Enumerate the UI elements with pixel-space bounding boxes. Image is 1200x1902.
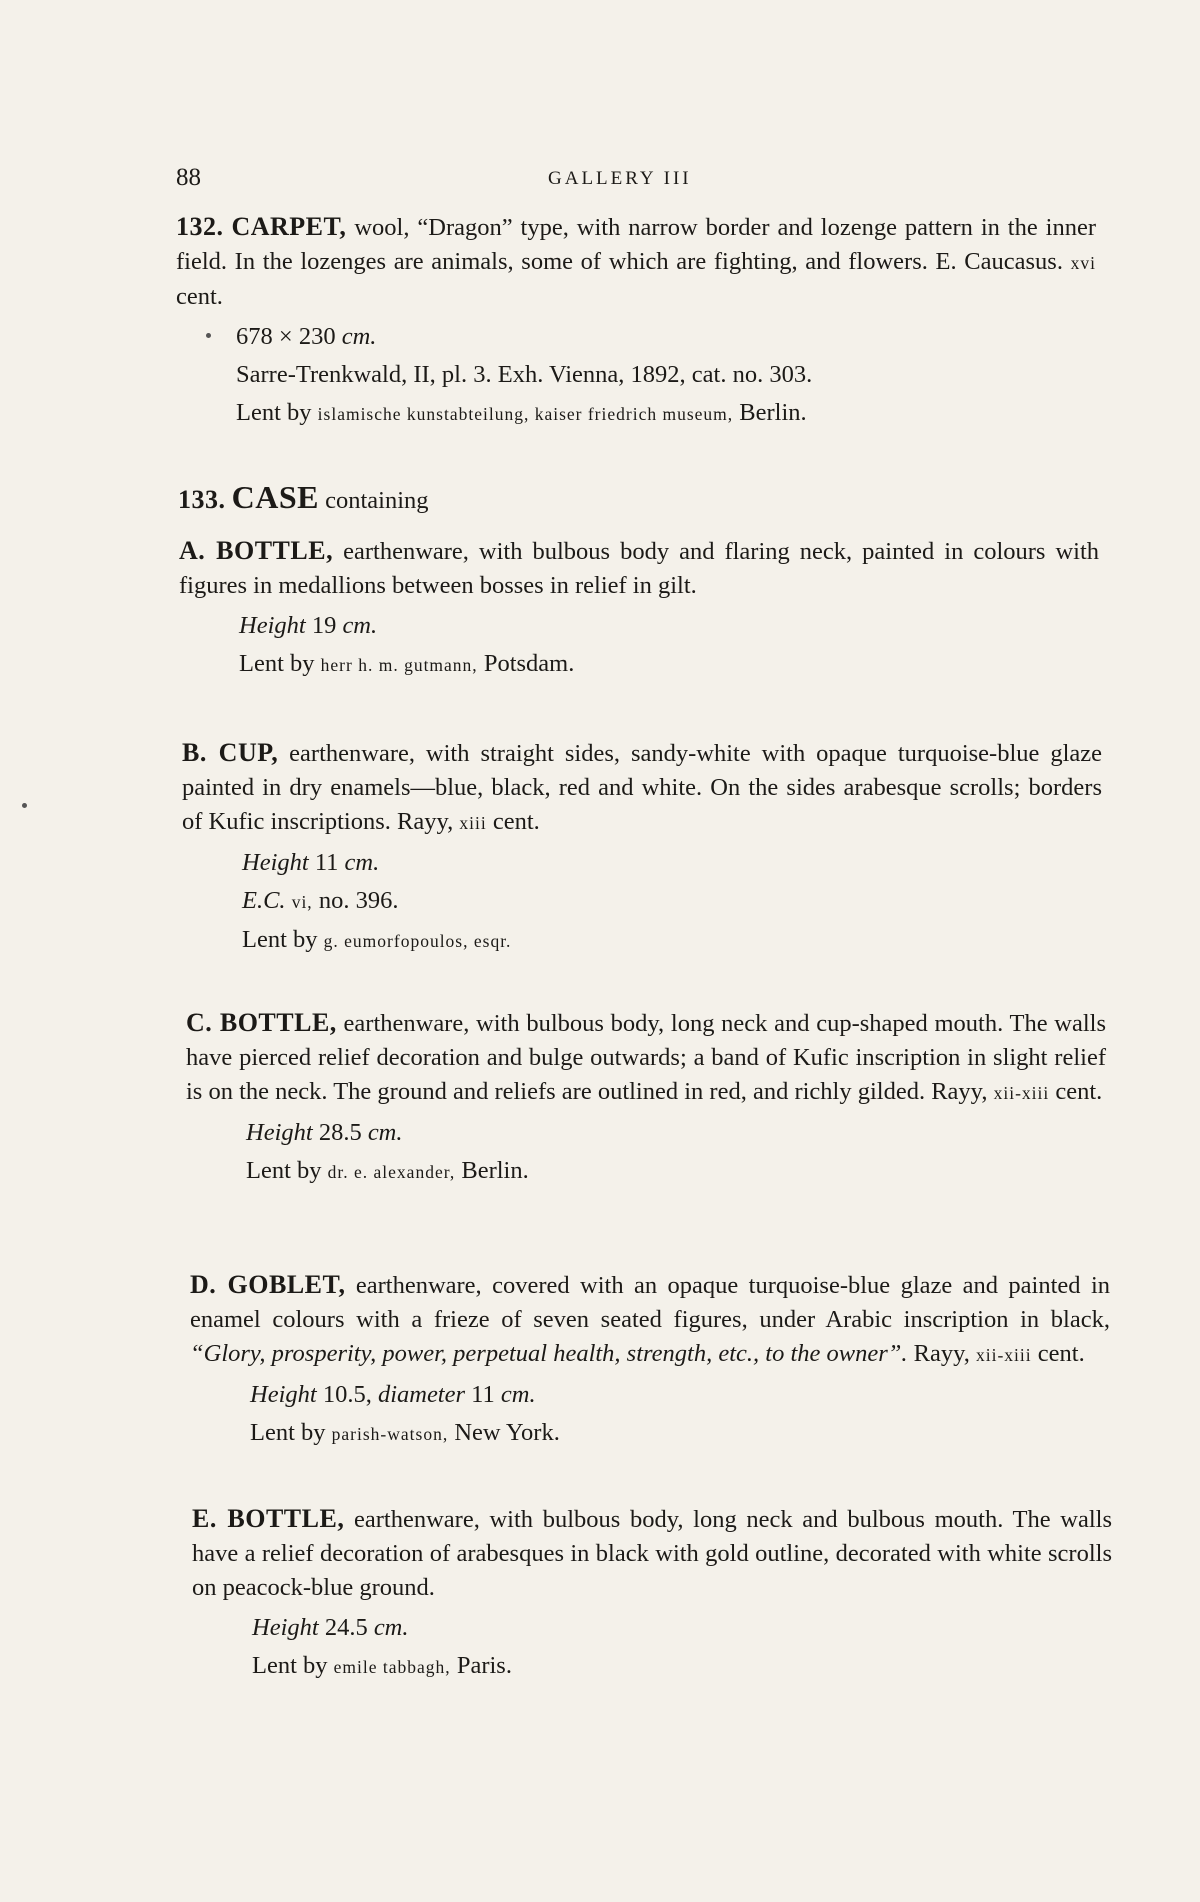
lender-place: Berlin. xyxy=(461,1157,529,1184)
entry-133 xyxy=(178,480,1098,518)
item-b-description: B. CUP, earthenware, with straight sides, sandy-white with opaque turquoise-blue glaze painted in dry enamels—blue, black, red and white. On the sides arabesque scrolls; borders of Kufic inscriptions. Rayy, xiii cent. xyxy=(182,738,1102,835)
dimensions: 678 × 230 cm. xyxy=(236,323,377,350)
height: Height 28.5 cm. xyxy=(246,1119,403,1146)
height: Height 24.5 cm. xyxy=(252,1614,409,1641)
entry-number: 132. xyxy=(176,212,224,241)
lender-name: dr. e. alexander, xyxy=(327,1162,456,1182)
height: Height 19 cm. xyxy=(239,612,378,639)
bibliography: Sarre-Trenkwald, II, pl. 3. Exh. Vienna, 1892, cat. no. 303. xyxy=(236,361,813,388)
object-name: B. CUP, xyxy=(182,738,279,767)
object-name: C. BOTTLE, xyxy=(186,1008,337,1037)
lender-place: Paris. xyxy=(456,1652,512,1679)
item-e-description: E. BOTTLE, earthenware, with bulbous body, long neck and bulbous mouth. The walls have a relief decoration of arabesques in black with gold outline, decorated with white scrolls on peacock-blue ground. xyxy=(192,1504,1113,1601)
entry-132 xyxy=(176,210,1096,431)
object-name: CARPET, xyxy=(231,212,347,241)
item-d xyxy=(190,1268,1110,1451)
item-c xyxy=(186,1006,1106,1189)
object-name: E. BOTTLE, xyxy=(192,1504,345,1533)
lender-place: New York. xyxy=(454,1419,560,1446)
item-a-description: A. BOTTLE, earthenware, with bulbous body and flaring neck, painted in colours with figures in medallions between bosses in relief in gilt. xyxy=(179,536,1100,599)
object-name: CASE xyxy=(231,479,319,515)
century: xii-xiii xyxy=(993,1083,1050,1103)
item-b xyxy=(182,736,1102,958)
lender-line: Lent by emile tabbagh, Paris. xyxy=(252,1652,512,1679)
item-a xyxy=(179,534,1099,682)
page-number: 88 xyxy=(176,164,201,191)
height: Height 11 cm. xyxy=(242,849,380,876)
century: xvi xyxy=(1070,253,1096,273)
lender-name: emile tabbagh, xyxy=(333,1657,451,1677)
inscription-quote: “Glory, prosperity, power, perpetual health, strength, etc., to the owner”. xyxy=(190,1340,908,1367)
reference: E.C. vi, no. 396. xyxy=(242,887,399,914)
lender-name: g. eumorfopoulos, esqr. xyxy=(323,931,512,951)
item-d-description: D. GOBLET, earthenware, covered with an opaque turquoise-blue glaze and painted in enamel colours with a frieze of seven seated figures, under Arabic inscription in black, “Glory, prosperity, power, perpetual health, strength, etc., to the owner”. Rayy, xii-xiii cent. xyxy=(190,1270,1110,1367)
entry-133-heading: 133. CASE containing xyxy=(178,479,429,515)
page-header xyxy=(176,164,1096,194)
century: xiii xyxy=(459,813,487,833)
item-c-description: C. BOTTLE, earthenware, with bulbous body, long neck and cup-shaped mouth. The walls have pierced relief decoration and bulge outwards; a band of Kufic inscription in slight relief is on the neck. The ground and reliefs are outlined in red, and richly gilded. Rayy, xii-xiii cent. xyxy=(186,1008,1107,1105)
lender-line: Lent by dr. e. alexander, Berlin. xyxy=(246,1157,529,1184)
running-head: GALLERY III xyxy=(548,168,692,189)
lender-line: Lent by islamische kunstabteilung, kaiser friedrich museum, Berlin. xyxy=(236,399,807,426)
entry-132-description: 132. CARPET, wool, “Dragon” type, with narrow border and lozenge pattern in the inner field. In the lozenges are animals, some of which are fighting, and flowers. E. Caucasus. xvi cent. xyxy=(176,212,1097,310)
object-name: D. GOBLET, xyxy=(190,1270,346,1299)
stray-mark xyxy=(206,333,211,338)
lender-line: Lent by herr h. m. gutmann, Potsdam. xyxy=(239,650,575,677)
lender-name: herr h. m. gutmann, xyxy=(320,655,478,675)
century: xii-xiii xyxy=(976,1345,1032,1365)
lender-name: parish-watson, xyxy=(331,1424,449,1444)
lender-name: islamische kunstabteilung, kaiser friedrich museum, xyxy=(317,404,734,424)
lender-place: Potsdam. xyxy=(483,650,575,677)
lender-line: Lent by parish-watson, New York. xyxy=(250,1419,560,1446)
lender-line: Lent by g. eumorfopoulos, esqr. xyxy=(242,926,512,953)
entry-number: 133. xyxy=(178,485,226,514)
item-e xyxy=(192,1502,1112,1684)
stray-mark xyxy=(22,803,27,808)
height: Height 10.5, diameter 11 cm. xyxy=(250,1381,536,1408)
lender-place: Berlin. xyxy=(739,399,807,426)
object-name: A. BOTTLE, xyxy=(179,536,334,565)
